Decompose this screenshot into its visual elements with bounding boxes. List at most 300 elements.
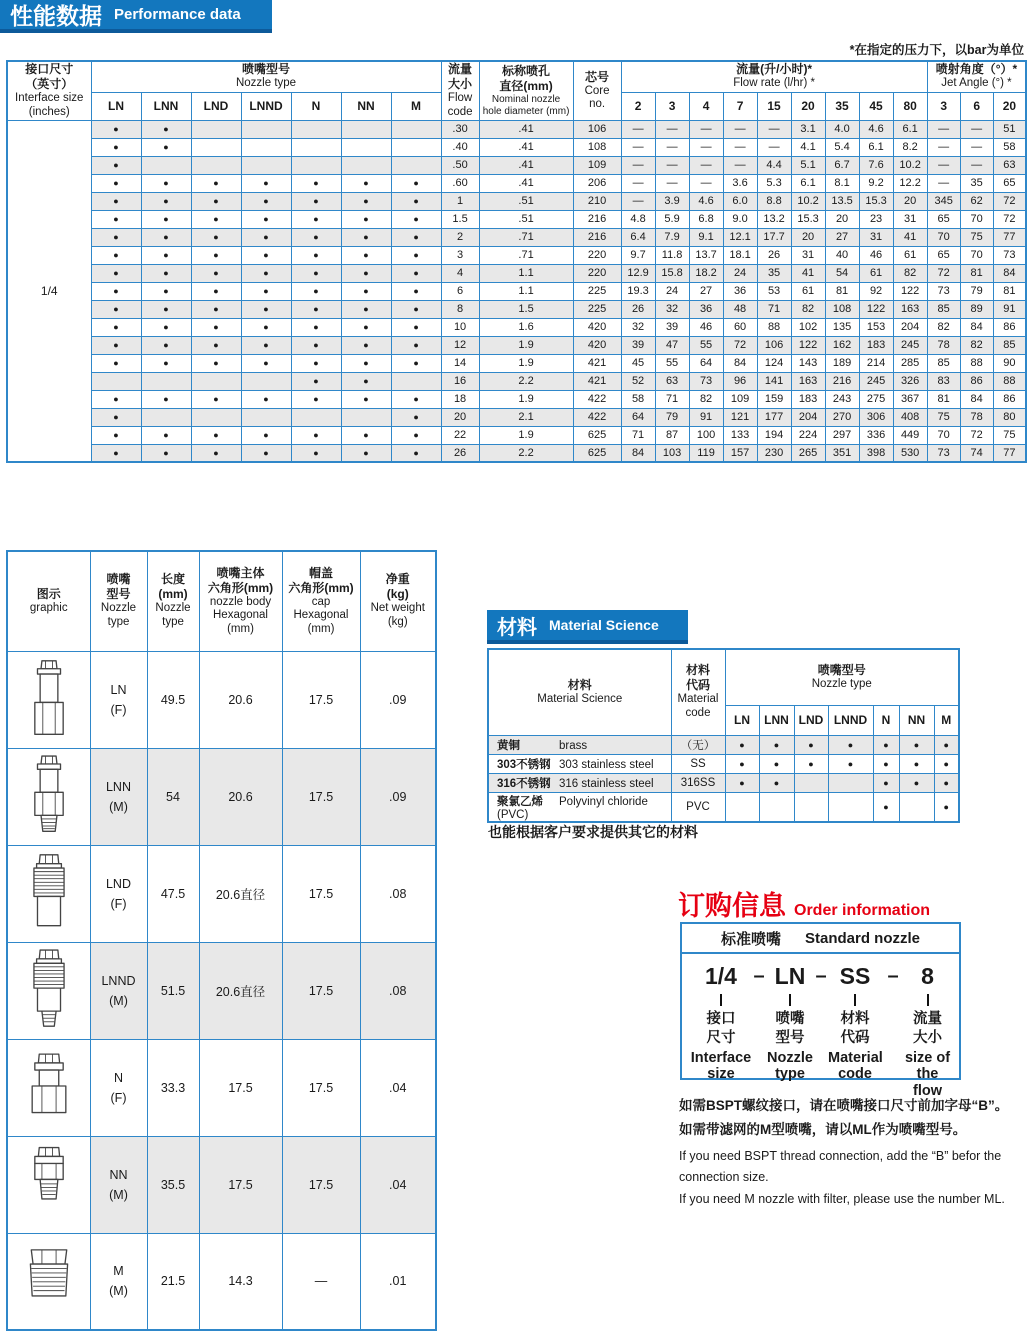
material-code-cell: （无） bbox=[671, 735, 725, 754]
flow-rate-cell: 61 bbox=[859, 264, 893, 282]
jet-angle-cell: 65 bbox=[927, 210, 960, 228]
flow-rate-cell: 306 bbox=[859, 408, 893, 426]
availability-dot-lnd: ● bbox=[191, 300, 241, 318]
flow-rate-group-header: 流量(升/小时)* Flow rate (l/hr) * bbox=[621, 61, 927, 92]
material-dot-ln bbox=[725, 792, 759, 822]
availability-dot-lnn: ● bbox=[141, 264, 191, 282]
jet-angle-cell: 84 bbox=[993, 264, 1026, 282]
material-dot-m: ● bbox=[934, 792, 959, 822]
flow-pressure-col-3: 3 bbox=[655, 92, 689, 120]
jet-angle-cell: — bbox=[960, 156, 993, 174]
availability-dot-ln: ● bbox=[91, 228, 141, 246]
performance-row bbox=[7, 444, 1026, 462]
spec-body-hex-cell: 17.5 bbox=[199, 1136, 282, 1233]
spec-row bbox=[7, 1136, 436, 1233]
core-no-cell: 206 bbox=[573, 174, 621, 192]
spec-type-cell: M (M) bbox=[90, 1233, 147, 1330]
availability-dot-m: ● bbox=[391, 300, 441, 318]
nozzle-col-lnn: LNN bbox=[141, 92, 191, 120]
jet-angle-cell: 85 bbox=[927, 354, 960, 372]
code-nozzle-type: LN bbox=[774, 963, 806, 989]
jet-angle-cell: 85 bbox=[993, 336, 1026, 354]
flow-code-cell: 12 bbox=[441, 336, 479, 354]
flow-rate-cell: 31 bbox=[893, 210, 927, 228]
flow-rate-cell: 53 bbox=[757, 282, 791, 300]
availability-dot-ln: ● bbox=[91, 354, 141, 372]
material-code-header: 材料 代码 Material code bbox=[671, 649, 725, 735]
flow-rate-cell: 183 bbox=[791, 390, 825, 408]
jet-angle-cell: 65 bbox=[927, 246, 960, 264]
nozzle-col-n: N bbox=[291, 92, 341, 120]
flow-rate-cell: 5.4 bbox=[825, 138, 859, 156]
performance-row bbox=[7, 282, 1026, 300]
spec-weight-cell: .04 bbox=[360, 1136, 436, 1233]
availability-dot-lnnd: ● bbox=[241, 228, 291, 246]
spec-type-cell: NN (M) bbox=[90, 1136, 147, 1233]
core-no-cell: 420 bbox=[573, 336, 621, 354]
flow-code-cell: 14 bbox=[441, 354, 479, 372]
spec-length-cell: 51.5 bbox=[147, 942, 199, 1039]
flow-rate-cell: 61 bbox=[893, 246, 927, 264]
flow-rate-cell: 18.1 bbox=[723, 246, 757, 264]
spec-type-cell: LNN (M) bbox=[90, 748, 147, 845]
availability-dot-lnnd: ● bbox=[241, 210, 291, 228]
flow-rate-cell: 133 bbox=[723, 426, 757, 444]
jet-angle-cell: 86 bbox=[993, 318, 1026, 336]
availability-dot-lnn: ● bbox=[141, 354, 191, 372]
flow-code-cell: 4 bbox=[441, 264, 479, 282]
performance-row bbox=[7, 138, 1026, 156]
pressure-footnote: *在指定的压力下，以bar为单位 bbox=[849, 43, 1024, 57]
flow-rate-cell: 177 bbox=[757, 408, 791, 426]
flow-rate-cell: 398 bbox=[859, 444, 893, 462]
availability-dot-m bbox=[391, 372, 441, 390]
flow-rate-cell: 18.2 bbox=[689, 264, 723, 282]
flow-rate-cell: 20 bbox=[893, 192, 927, 210]
availability-dot-lnnd: ● bbox=[241, 390, 291, 408]
nozzle-graphic-lnnd bbox=[7, 942, 90, 1039]
jet-angle-cell: 78 bbox=[960, 408, 993, 426]
availability-dot-ln: ● bbox=[91, 138, 141, 156]
material-nozzle-col-ln: LN bbox=[725, 705, 759, 735]
spec-length-cell: 35.5 bbox=[147, 1136, 199, 1233]
availability-dot-lnd: ● bbox=[191, 192, 241, 210]
material-dot-n: ● bbox=[873, 792, 899, 822]
material-dot-lnd bbox=[794, 792, 828, 822]
material-dot-lnn: ● bbox=[759, 735, 794, 754]
body-hex-header: 喷嘴主体 六角形(mm) nozzle body Hexagonal (mm) bbox=[199, 551, 282, 651]
flow-rate-cell: 6.8 bbox=[689, 210, 723, 228]
availability-dot-n: ● bbox=[291, 426, 341, 444]
flow-rate-cell: 297 bbox=[825, 426, 859, 444]
flow-rate-cell: 24 bbox=[655, 282, 689, 300]
flow-rate-cell: 26 bbox=[757, 246, 791, 264]
material-dot-lnn: ● bbox=[759, 773, 794, 792]
flow-rate-cell: 11.8 bbox=[655, 246, 689, 264]
flow-rate-cell: 31 bbox=[859, 228, 893, 246]
flow-code-cell: 3 bbox=[441, 246, 479, 264]
availability-dot-ln: ● bbox=[91, 300, 141, 318]
spec-row bbox=[7, 845, 436, 942]
label-interface-cn: 接口 尺寸 bbox=[706, 1011, 736, 1046]
flow-rate-cell: 15.8 bbox=[655, 264, 689, 282]
jet-angle-cell: 78 bbox=[927, 336, 960, 354]
availability-dot-n: ● bbox=[291, 318, 341, 336]
flow-rate-cell: 4.0 bbox=[825, 120, 859, 138]
flow-code-cell: .60 bbox=[441, 174, 479, 192]
availability-dot-n bbox=[291, 138, 341, 156]
availability-dot-nn: ● bbox=[341, 300, 391, 318]
material-row bbox=[488, 754, 959, 773]
flow-rate-cell: 336 bbox=[859, 426, 893, 444]
label-interface-en: Interface size bbox=[690, 1049, 752, 1083]
diameter-cell: 1.9 bbox=[479, 354, 573, 372]
spec-row bbox=[7, 748, 436, 845]
availability-dot-nn: ● bbox=[341, 390, 391, 408]
availability-dot-lnn: ● bbox=[141, 246, 191, 264]
performance-row bbox=[7, 390, 1026, 408]
spec-type-cell: LN (F) bbox=[90, 651, 147, 748]
availability-dot-ln: ● bbox=[91, 192, 141, 210]
flow-rate-cell: 163 bbox=[791, 372, 825, 390]
material-dot-lnd: ● bbox=[794, 735, 828, 754]
availability-dot-ln: ● bbox=[91, 282, 141, 300]
material-dot-lnnd: ● bbox=[828, 754, 873, 773]
availability-dot-lnd bbox=[191, 138, 241, 156]
availability-dot-nn bbox=[341, 408, 391, 426]
material-dot-lnn bbox=[759, 792, 794, 822]
nozzle-type-group-header: 喷嘴型号 Nozzle type bbox=[91, 61, 441, 92]
label-material-cn: 材料 代码 bbox=[840, 1011, 870, 1046]
flow-rate-cell: 119 bbox=[689, 444, 723, 462]
availability-dot-n: ● bbox=[291, 300, 341, 318]
jet-angle-cell: 86 bbox=[993, 390, 1026, 408]
material-dot-lnn: ● bbox=[759, 754, 794, 773]
diameter-cell: .41 bbox=[479, 120, 573, 138]
flow-pressure-col-20: 20 bbox=[791, 92, 825, 120]
availability-dot-nn: ● bbox=[341, 228, 391, 246]
flow-rate-cell: 106 bbox=[757, 336, 791, 354]
flow-rate-cell: 9.2 bbox=[859, 174, 893, 192]
flow-rate-cell: 41 bbox=[791, 264, 825, 282]
availability-dot-lnd: ● bbox=[191, 174, 241, 192]
jet-angle-cell: 77 bbox=[993, 228, 1026, 246]
flow-code-cell: 18 bbox=[441, 390, 479, 408]
availability-dot-lnd bbox=[191, 372, 241, 390]
nozzle-graphic-lnn bbox=[7, 748, 90, 845]
core-no-cell: 420 bbox=[573, 318, 621, 336]
availability-dot-lnnd bbox=[241, 372, 291, 390]
spec-weight-cell: .09 bbox=[360, 748, 436, 845]
jet-angle-cell: 79 bbox=[960, 282, 993, 300]
diameter-cell: .51 bbox=[479, 210, 573, 228]
flow-rate-cell: 35 bbox=[757, 264, 791, 282]
diameter-cell: .71 bbox=[479, 246, 573, 264]
flow-rate-cell: 6.7 bbox=[825, 156, 859, 174]
flow-rate-cell: 265 bbox=[791, 444, 825, 462]
availability-dot-nn: ● bbox=[341, 174, 391, 192]
nozzle-type-header: 喷嘴 型号 Nozzle type bbox=[90, 551, 147, 651]
performance-row bbox=[7, 372, 1026, 390]
flow-pressure-col-15: 15 bbox=[757, 92, 791, 120]
spec-row bbox=[7, 1039, 436, 1136]
spec-body-hex-cell: 20.6直径 bbox=[199, 845, 282, 942]
core-no-cell: 220 bbox=[573, 264, 621, 282]
flow-rate-cell: 6.1 bbox=[893, 120, 927, 138]
flow-rate-cell: 15.3 bbox=[859, 192, 893, 210]
flow-rate-cell: 39 bbox=[655, 318, 689, 336]
availability-dot-lnnd: ● bbox=[241, 426, 291, 444]
jet-angle-cell: 345 bbox=[927, 192, 960, 210]
jet-angle-cell: 70 bbox=[927, 228, 960, 246]
jet-angle-cell: — bbox=[927, 120, 960, 138]
availability-dot-nn bbox=[341, 156, 391, 174]
standard-nozzle-en: Standard nozzle bbox=[805, 929, 921, 947]
standard-nozzle-header bbox=[682, 924, 959, 954]
material-row bbox=[488, 735, 959, 754]
flow-rate-cell: 48 bbox=[723, 300, 757, 318]
flow-rate-cell: 5.1 bbox=[791, 156, 825, 174]
material-nozzle-col-m: M bbox=[934, 705, 959, 735]
jet-angle-cell: 90 bbox=[993, 354, 1026, 372]
material-dot-lnnd bbox=[828, 773, 873, 792]
availability-dot-lnn: ● bbox=[141, 228, 191, 246]
jet-angle-cell: 81 bbox=[927, 390, 960, 408]
availability-dot-m: ● bbox=[391, 408, 441, 426]
availability-dot-lnn: ● bbox=[141, 444, 191, 462]
material-name-cell: 316不锈钢 316 stainless steel bbox=[488, 773, 671, 792]
material-title-cn: 材料 bbox=[497, 616, 537, 639]
flow-code-cell: 16 bbox=[441, 372, 479, 390]
jet-angle-cell: 88 bbox=[993, 372, 1026, 390]
availability-dot-lnn: ● bbox=[141, 390, 191, 408]
connector-bar bbox=[904, 994, 951, 1007]
flow-rate-cell: — bbox=[723, 138, 757, 156]
flow-rate-cell: 12.2 bbox=[893, 174, 927, 192]
flow-rate-cell: 135 bbox=[825, 318, 859, 336]
core-no-cell: 422 bbox=[573, 390, 621, 408]
flow-rate-cell: 100 bbox=[689, 426, 723, 444]
core-no-cell: 625 bbox=[573, 444, 621, 462]
availability-dot-n: ● bbox=[291, 354, 341, 372]
availability-dot-lnn: ● bbox=[141, 336, 191, 354]
availability-dot-ln: ● bbox=[91, 156, 141, 174]
availability-dot-nn bbox=[341, 138, 391, 156]
flow-rate-cell: — bbox=[757, 138, 791, 156]
flow-rate-cell: 270 bbox=[825, 408, 859, 426]
performance-row bbox=[7, 426, 1026, 444]
nozzle-col-m: M bbox=[391, 92, 441, 120]
angle-pressure-col-20: 20 bbox=[993, 92, 1026, 120]
diameter-cell: 1.9 bbox=[479, 336, 573, 354]
flow-code-cell: 22 bbox=[441, 426, 479, 444]
flow-rate-cell: 4.4 bbox=[757, 156, 791, 174]
flow-rate-cell: — bbox=[621, 174, 655, 192]
material-name-cell: 聚氯乙烯 Polyvinyl chloride (PVC) bbox=[488, 792, 671, 822]
availability-dot-lnnd: ● bbox=[241, 246, 291, 264]
flow-rate-cell: 32 bbox=[655, 300, 689, 318]
flow-rate-cell: 157 bbox=[723, 444, 757, 462]
flow-rate-cell: 326 bbox=[893, 372, 927, 390]
jet-angle-cell: 80 bbox=[993, 408, 1026, 426]
nozzle-graphic-lnd bbox=[7, 845, 90, 942]
flow-rate-cell: 4.6 bbox=[859, 120, 893, 138]
jet-angle-cell: 63 bbox=[993, 156, 1026, 174]
availability-dot-n: ● bbox=[291, 228, 341, 246]
core-no-cell: 109 bbox=[573, 156, 621, 174]
availability-dot-lnnd: ● bbox=[241, 264, 291, 282]
availability-dot-ln: ● bbox=[91, 426, 141, 444]
jet-angle-cell: 91 bbox=[993, 300, 1026, 318]
material-nozzle-col-n: N bbox=[873, 705, 899, 735]
jet-angle-cell: 85 bbox=[927, 300, 960, 318]
spec-length-cell: 54 bbox=[147, 748, 199, 845]
flow-rate-cell: 87 bbox=[655, 426, 689, 444]
spec-cap-hex-cell: 17.5 bbox=[282, 845, 360, 942]
availability-dot-lnnd: ● bbox=[241, 354, 291, 372]
jet-angle-cell: — bbox=[960, 138, 993, 156]
flow-rate-cell: — bbox=[689, 138, 723, 156]
nozzle-graphic-nn bbox=[7, 1136, 90, 1233]
flow-rate-cell: 26 bbox=[621, 300, 655, 318]
nozzle-col-nn: NN bbox=[341, 92, 391, 120]
flow-rate-cell: — bbox=[655, 174, 689, 192]
flow-rate-cell: 121 bbox=[723, 408, 757, 426]
order-title-en: Order information bbox=[794, 902, 931, 919]
flow-rate-cell: 36 bbox=[689, 300, 723, 318]
performance-row bbox=[7, 408, 1026, 426]
spec-length-cell: 33.3 bbox=[147, 1039, 199, 1136]
performance-row bbox=[7, 210, 1026, 228]
availability-dot-n: ● bbox=[291, 372, 341, 390]
spec-length-cell: 47.5 bbox=[147, 845, 199, 942]
flow-rate-cell: 4.1 bbox=[791, 138, 825, 156]
availability-dot-lnn: ● bbox=[141, 300, 191, 318]
flow-rate-cell: 32 bbox=[621, 318, 655, 336]
material-dot-lnd bbox=[794, 773, 828, 792]
availability-dot-m bbox=[391, 156, 441, 174]
jet-angle-cell: 70 bbox=[960, 210, 993, 228]
spec-body-hex-cell: 20.6直径 bbox=[199, 942, 282, 1039]
availability-dot-nn: ● bbox=[341, 426, 391, 444]
availability-dot-nn: ● bbox=[341, 372, 391, 390]
flow-rate-cell: 122 bbox=[859, 300, 893, 318]
material-title-en: Material Science bbox=[549, 617, 659, 633]
material-dot-m: ● bbox=[934, 735, 959, 754]
flow-code-cell: 1.5 bbox=[441, 210, 479, 228]
flow-rate-cell: — bbox=[689, 120, 723, 138]
diameter-cell: .41 bbox=[479, 138, 573, 156]
availability-dot-nn: ● bbox=[341, 210, 391, 228]
material-dot-ln: ● bbox=[725, 735, 759, 754]
material-dot-ln: ● bbox=[725, 754, 759, 773]
spec-type-cell: N (F) bbox=[90, 1039, 147, 1136]
flow-rate-cell: — bbox=[655, 138, 689, 156]
spec-weight-cell: .09 bbox=[360, 651, 436, 748]
jet-angle-cell: 81 bbox=[960, 264, 993, 282]
flow-rate-cell: 9.0 bbox=[723, 210, 757, 228]
flow-rate-cell: 13.2 bbox=[757, 210, 791, 228]
flow-rate-cell: 82 bbox=[893, 264, 927, 282]
jet-angle-group-header: 喷射角度（°）* Jet Angle (°) * bbox=[927, 61, 1026, 92]
flow-rate-cell: 8.2 bbox=[893, 138, 927, 156]
flow-rate-cell: 47 bbox=[655, 336, 689, 354]
availability-dot-m bbox=[391, 120, 441, 138]
material-nozzle-type-group-header: 喷嘴型号 Nozzle type bbox=[725, 649, 959, 705]
core-no-cell: 108 bbox=[573, 138, 621, 156]
availability-dot-ln: ● bbox=[91, 264, 141, 282]
flow-rate-cell: 6.1 bbox=[859, 138, 893, 156]
flow-rate-cell: 9.7 bbox=[621, 246, 655, 264]
diameter-cell: 2.2 bbox=[479, 372, 573, 390]
flow-rate-cell: 12.9 bbox=[621, 264, 655, 282]
flow-rate-cell: 3.9 bbox=[655, 192, 689, 210]
nozzle-graphic-n bbox=[7, 1039, 90, 1136]
flow-rate-cell: 6.1 bbox=[791, 174, 825, 192]
jet-angle-cell: 75 bbox=[993, 426, 1026, 444]
material-code-cell: PVC bbox=[671, 792, 725, 822]
material-nozzle-col-lnn: LNN bbox=[759, 705, 794, 735]
spec-body-hex-cell: 20.6 bbox=[199, 748, 282, 845]
material-nozzle-col-lnd: LND bbox=[794, 705, 828, 735]
material-dot-m: ● bbox=[934, 754, 959, 773]
flow-code-cell: 10 bbox=[441, 318, 479, 336]
spec-cap-hex-cell: 17.5 bbox=[282, 748, 360, 845]
jet-angle-cell: 73 bbox=[927, 444, 960, 462]
spec-cap-hex-cell: 17.5 bbox=[282, 1136, 360, 1233]
diameter-cell: .41 bbox=[479, 174, 573, 192]
order-notes-cn: 如需BSPT螺纹接口，请在喷嘴接口尺寸前加字母“B”。 如需带滤网的M型喷嘴，请以ML作为喷嘴型号。 bbox=[679, 1098, 1009, 1137]
jet-angle-cell: 84 bbox=[960, 318, 993, 336]
flow-rate-cell: 122 bbox=[893, 282, 927, 300]
flow-rate-cell: — bbox=[621, 192, 655, 210]
performance-row bbox=[7, 156, 1026, 174]
performance-row bbox=[7, 228, 1026, 246]
flow-rate-cell: 73 bbox=[689, 372, 723, 390]
availability-dot-lnn: ● bbox=[141, 426, 191, 444]
flow-rate-cell: 40 bbox=[825, 246, 859, 264]
material-nozzle-col-lnnd: LNND bbox=[828, 705, 873, 735]
availability-dot-lnnd: ● bbox=[241, 444, 291, 462]
flow-rate-cell: 91 bbox=[689, 408, 723, 426]
availability-dot-lnd: ● bbox=[191, 354, 241, 372]
availability-dot-n bbox=[291, 156, 341, 174]
flow-rate-cell: 10.2 bbox=[893, 156, 927, 174]
flow-rate-cell: 46 bbox=[689, 318, 723, 336]
availability-dot-n: ● bbox=[291, 210, 341, 228]
diameter-cell: 1.5 bbox=[479, 300, 573, 318]
jet-angle-cell: — bbox=[927, 138, 960, 156]
flow-rate-cell: 41 bbox=[893, 228, 927, 246]
availability-dot-lnd: ● bbox=[191, 228, 241, 246]
performance-row bbox=[7, 192, 1026, 210]
flow-rate-cell: 24 bbox=[723, 264, 757, 282]
spec-row bbox=[7, 942, 436, 1039]
material-dot-lnnd: ● bbox=[828, 735, 873, 754]
flow-code-header: 流量 大小 Flow code bbox=[441, 61, 479, 120]
flow-code-cell: 26 bbox=[441, 444, 479, 462]
flow-rate-cell: 84 bbox=[621, 444, 655, 462]
availability-dot-m bbox=[391, 138, 441, 156]
availability-dot-lnd bbox=[191, 156, 241, 174]
material-row bbox=[488, 773, 959, 792]
availability-dot-m: ● bbox=[391, 426, 441, 444]
flow-rate-cell: 204 bbox=[791, 408, 825, 426]
spec-body-hex-cell: 20.6 bbox=[199, 651, 282, 748]
flow-code-cell: 2 bbox=[441, 228, 479, 246]
availability-dot-ln: ● bbox=[91, 318, 141, 336]
flow-rate-cell: — bbox=[655, 156, 689, 174]
